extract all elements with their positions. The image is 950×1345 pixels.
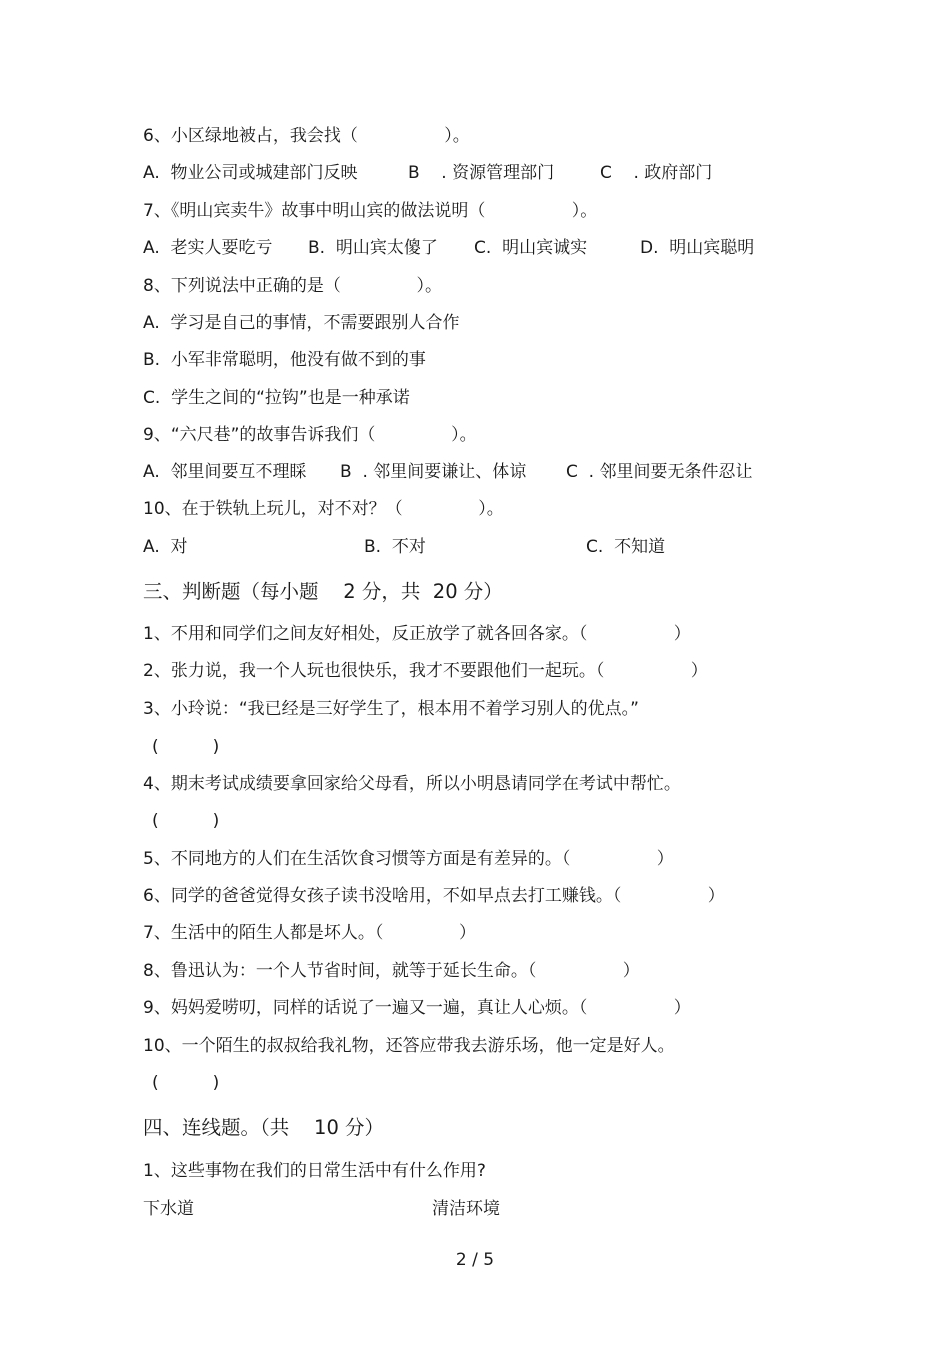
section-3-heading: 三、判断题（每小题 2 分，共 20 分） [143, 580, 503, 603]
judgement-item-3: 3、小玲说：“我已经是三好学生了，根本用不着学习别人的优点。” [143, 699, 639, 719]
judgement-item-10: 10、一个陌生的叔叔给我礼物，还答应带我去游乐场，他一定是好人。 [143, 1036, 675, 1056]
question-6-option-c: C . 政府部门 [600, 163, 713, 183]
page-indicator: 2 / 5 [455, 1250, 495, 1270]
question-6-stem: 6、小区绿地被占，我会找（ ）。 [143, 126, 470, 146]
judgement-item-9: 9、妈妈爱唠叨，同样的话说了一遍又一遍，真让人心烦。（ ） [143, 998, 691, 1018]
question-7-option-b: B. 明山宾太傻了 [308, 238, 438, 258]
question-8-option-a: A. 学习是自己的事情，不需要跟别人合作 [143, 313, 460, 333]
matching-left-item: 下水道 [143, 1199, 194, 1219]
matching-right-item: 清洁环境 [432, 1199, 500, 1219]
question-8-option-c: C. 学生之间的“拉钩”也是一种承诺 [143, 388, 410, 408]
judgement-item-5: 5、不同地方的人们在生活饮食习惯等方面是有差异的。（ ） [143, 849, 674, 869]
question-9-option-b: B . 邻里间要谦让、体谅 [340, 462, 527, 482]
question-6-option-b: B . 资源管理部门 [408, 163, 555, 183]
judgement-item-6: 6、同学的爸爸觉得女孩子读书没啥用，不如早点去打工赚钱。（ ） [143, 886, 725, 906]
question-8-stem: 8、下列说法中正确的是（ ）。 [143, 276, 442, 296]
question-7-option-a: A. 老实人要吃亏 [143, 238, 273, 258]
question-10-option-b: B. 不对 [364, 537, 426, 557]
judgement-item-4-answer: ( ) [152, 811, 220, 831]
judgement-item-7: 7、生活中的陌生人都是坏人。（ ） [143, 923, 476, 943]
question-10-stem: 10、在于铁轨上玩儿，对不对？（ ）。 [143, 499, 504, 519]
section-4-heading: 四、连线题。（共 10 分） [143, 1116, 385, 1139]
judgement-item-2: 2、张力说，我一个人玩也很快乐，我才不要跟他们一起玩。（ ） [143, 661, 708, 681]
judgement-item-8: 8、鲁迅认为：一个人节省时间，就等于延长生命。（ ） [143, 961, 640, 981]
question-7-option-c: C. 明山宾诚实 [474, 238, 588, 258]
question-10-option-a: A. 对 [143, 537, 188, 557]
question-9-option-c: C . 邻里间要无条件忍让 [566, 462, 753, 482]
judgement-item-1: 1、不用和同学们之间友好相处，反正放学了就各回各家。（ ） [143, 624, 691, 644]
judgement-item-4: 4、期末考试成绩要拿回家给父母看，所以小明恳请同学在考试中帮忙。 [143, 774, 681, 794]
question-6-option-a: A. 物业公司或城建部门反映 [143, 163, 358, 183]
judgement-item-3-answer: ( ) [152, 737, 220, 757]
question-10-option-c: C. 不知道 [586, 537, 666, 557]
judgement-item-10-answer: ( ) [152, 1073, 220, 1093]
question-7-option-d: D. 明山宾聪明 [640, 238, 755, 258]
matching-question-1-stem: 1、这些事物在我们的日常生活中有什么作用? [143, 1161, 486, 1181]
question-9-option-a: A. 邻里间要互不理睬 [143, 462, 307, 482]
question-9-stem: 9、“六尺巷”的故事告诉我们（ ）。 [143, 425, 477, 445]
question-8-option-b: B. 小军非常聪明，他没有做不到的事 [143, 350, 426, 370]
question-7-stem: 7、《明山宾卖牛》故事中明山宾的做法说明（ ）。 [143, 201, 598, 221]
